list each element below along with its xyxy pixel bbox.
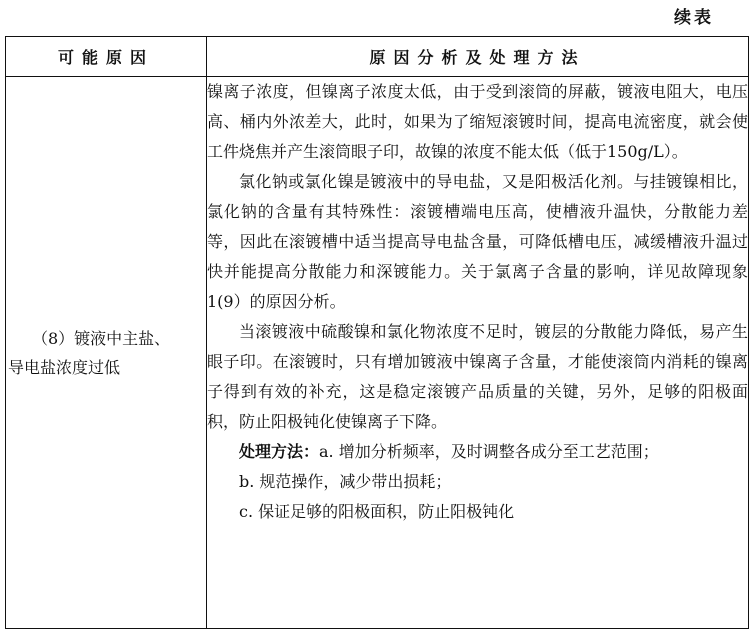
method-paragraph	[207, 437, 748, 467]
method-a: a. 增加分析频率，及时调整各成分至工艺范围；	[319, 442, 659, 461]
table-row	[6, 77, 749, 629]
method-label: 处理方法：	[239, 442, 320, 461]
analysis-paragraph-1: 镍离子浓度，但镍离子浓度太低，由于受到滚筒的屏蔽，镀液电阻大，电压高、桶内外浓差大，此时，如果为了缩短滚镀时间，提高电流密度，就会使工件烧焦并产生滚筒眼子印，故镍的浓度不能太低（低于150g/L）。	[207, 82, 748, 161]
cause-cell	[6, 77, 207, 629]
troubleshooting-table	[5, 36, 749, 629]
analysis-paragraph-2: 氯化钠或氯化镍是镀液中的导电盐，又是阳极活化剂。与挂镀镍相比，氯化钠的含量有其特殊性：滚镀槽端电压高，使槽液升温快，分散能力差等，因此在滚镀槽中适当提高导电盐含量，可降低槽电压，减缓槽液升温过快并能提高分散能力和深镀能力。关于氯离子含量的影响，详见故障现象1(9）的原因分析。	[207, 172, 748, 311]
method-b: b. 规范操作，减少带出损耗；	[239, 472, 452, 491]
analysis-paragraph-3: 当滚镀液中硫酸镍和氯化物浓度不足时，镀层的分散能力降低，易产生眼子印。在滚镀时，只有增加镀液中镍离子含量，才能使滚筒内消耗的镍离子得到有效的补充，这是稳定滚镀产品质量的关键，另外，足够的阳极面积，防止阳极钝化使镍离子下降。	[207, 322, 748, 431]
analysis-cell	[207, 77, 749, 629]
method-c: c. 保证足够的阳极面积，防止阳极钝化	[239, 502, 515, 521]
header-row	[6, 37, 749, 77]
cause-line-1: （8）镀液中主盐、	[32, 328, 171, 348]
header-cause: 可能原因	[6, 37, 207, 77]
continued-label: 续表	[674, 8, 714, 28]
cause-line-2: 导电盐浓度过低	[8, 357, 121, 377]
header-analysis: 原因分析及处理方法	[207, 37, 749, 77]
